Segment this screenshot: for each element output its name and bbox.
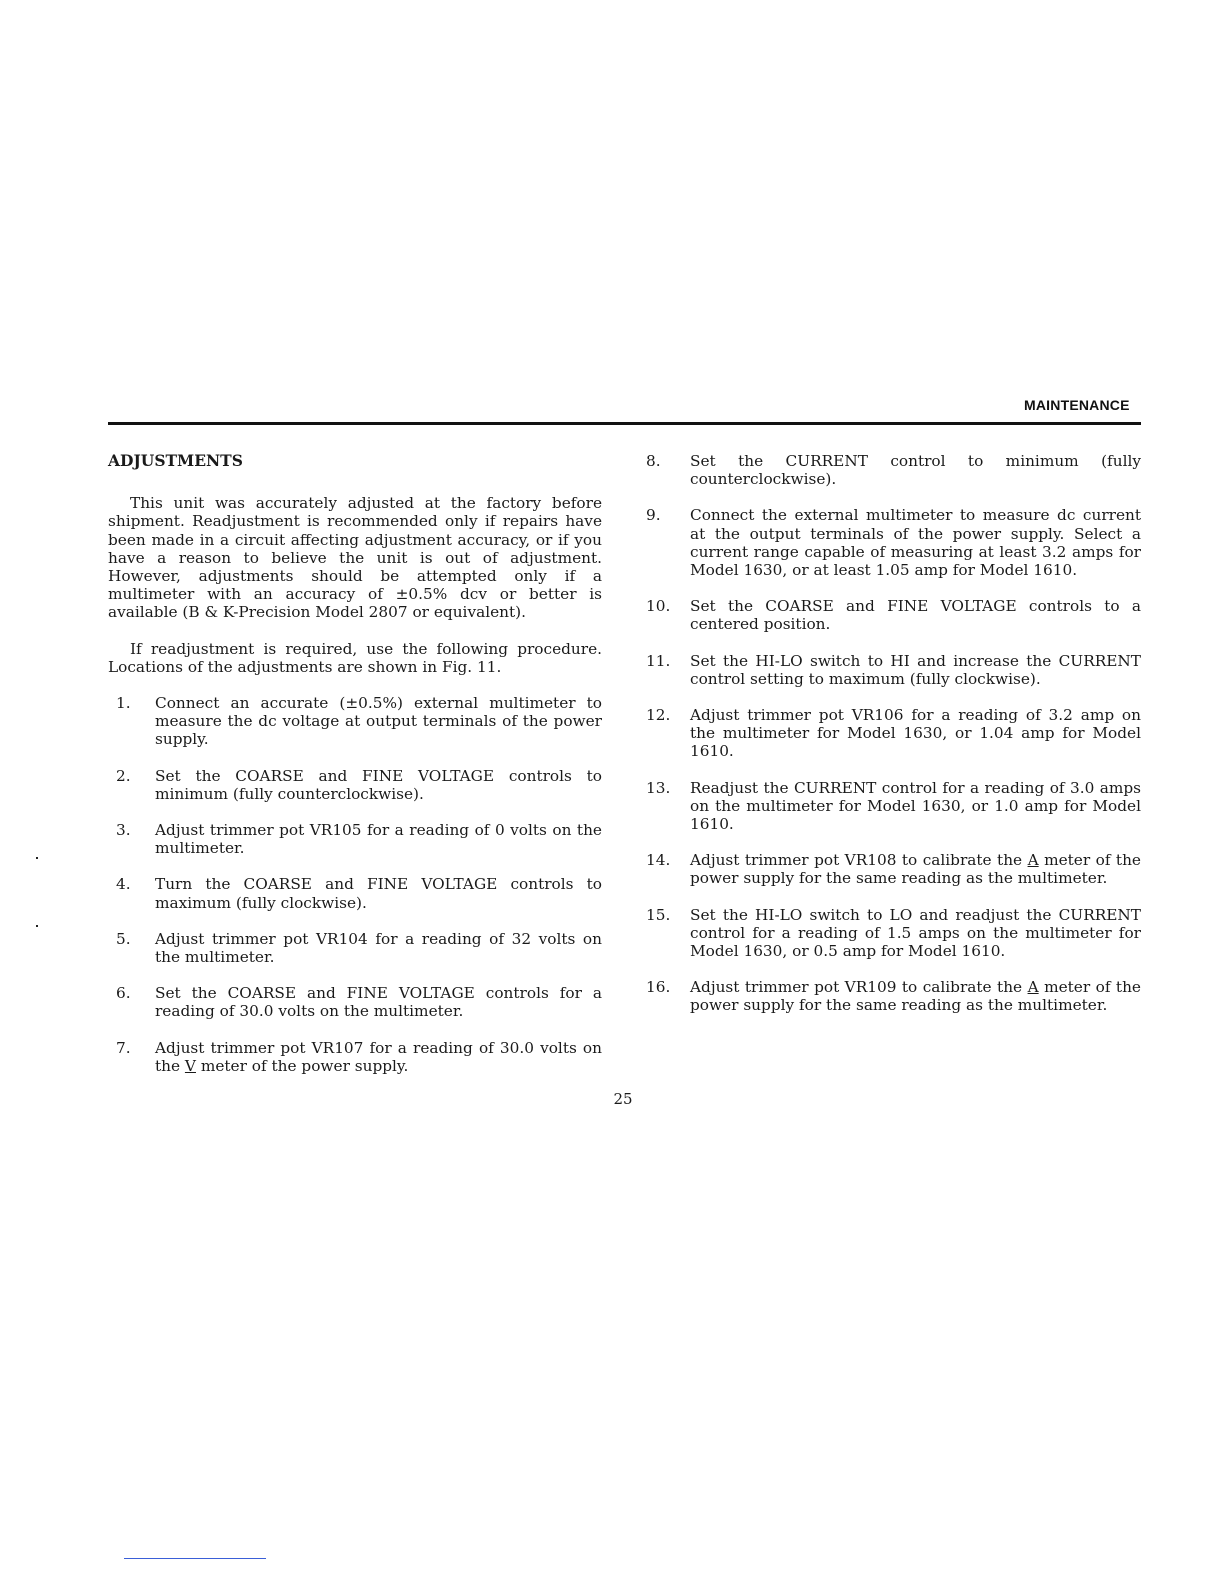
left-column bbox=[108, 452, 602, 1093]
step-text: Set the CURRENT control to minimum (fully counterclockwise). bbox=[690, 452, 1141, 489]
step-text-pre: Adjust trimmer pot VR108 to calibrate the bbox=[690, 851, 1028, 870]
step-number: 12. bbox=[646, 706, 671, 725]
step-text: Adjust trimmer pot VR106 for a reading of 3.2 amp on the multimeter for Model 1630, or 1.04 amp for Model 1610. bbox=[690, 706, 1141, 761]
step-10 bbox=[643, 597, 1141, 633]
step-text: Set the HI-LO switch to LO and readjust the CURRENT control for a reading of 1.5 amps on the multimeter for Model 1630, or 0.5 amp for Model 1610. bbox=[690, 905, 1141, 961]
step-number: 8. bbox=[646, 452, 661, 470]
step-text: Set the HI-LO switch to HI and increase the CURRENT control setting to maximum (fully clockwise). bbox=[690, 651, 1141, 688]
scan-artifact bbox=[36, 857, 38, 859]
step-text: Set the COARSE and FINE VOLTAGE controls for a reading of 30.0 volts on the multimeter. bbox=[155, 984, 602, 1021]
step-text: Set the COARSE and FINE VOLTAGE controls to minimum (fully counterclockwise). bbox=[155, 766, 602, 803]
section-heading: ADJUSTMENTS bbox=[108, 451, 243, 470]
step-text bbox=[155, 1039, 602, 1075]
step-text: Set the COARSE and FINE VOLTAGE controls to a centered position. bbox=[690, 597, 1141, 634]
step-text: Adjust trimmer pot VR105 for a reading of 0 volts on the multimeter. bbox=[155, 821, 602, 858]
meter-symbol-a: A bbox=[1027, 851, 1039, 870]
step-5 bbox=[108, 930, 602, 966]
step-14 bbox=[643, 851, 1141, 887]
step-number: 3. bbox=[116, 821, 131, 840]
step-text: Readjust the CURRENT control for a reading of 3.0 amps on the multimeter for Model 1630, or 1.0 amp for Model 1610. bbox=[690, 778, 1141, 834]
step-12 bbox=[643, 706, 1141, 761]
step-text: Turn the COARSE and FINE VOLTAGE controls to maximum (fully clockwise). bbox=[155, 875, 602, 912]
step-11 bbox=[643, 652, 1141, 688]
intro-paragraph: This unit was accurately adjusted at the factory before shipment. Readjustment is recommended only if repairs have been made in a circuit affecting adjustment accuracy, or if you have a reason to believe the unit is out of adjustment. However, adjustments should be attempted only if a multimeter with an accuracy of ±0.5% dcv or better is available (B & K-Precision Model 2807 or equivalent). bbox=[108, 494, 602, 622]
step-8 bbox=[643, 452, 1141, 488]
step-number: 10. bbox=[646, 597, 671, 616]
step-number: 4. bbox=[116, 875, 131, 894]
meter-symbol-a: A bbox=[1027, 978, 1039, 997]
step-number: 13. bbox=[646, 778, 671, 797]
step-7 bbox=[108, 1039, 602, 1075]
step-number: 14. bbox=[646, 851, 671, 870]
meter-symbol-v: V bbox=[184, 1056, 196, 1075]
scan-artifact bbox=[36, 925, 38, 927]
step-text bbox=[690, 978, 1141, 1014]
step-6 bbox=[108, 984, 602, 1020]
header-rule bbox=[108, 422, 1141, 425]
step-4 bbox=[108, 875, 602, 911]
right-column bbox=[643, 452, 1141, 1033]
step-text-post: meter of the power supply for the same reading as the multimeter. bbox=[690, 851, 1141, 888]
step-number: 5. bbox=[116, 929, 131, 948]
step-9 bbox=[643, 506, 1141, 579]
step-number: 16. bbox=[646, 978, 671, 997]
step-text: Connect an accurate (±0.5%) external multimeter to measure the dc voltage at output terminals of the power supply. bbox=[155, 694, 602, 749]
step-15 bbox=[643, 906, 1141, 961]
step-text-post: meter of the power supply. bbox=[195, 1056, 409, 1075]
step-text-pre: Adjust trimmer pot VR109 to calibrate the bbox=[690, 978, 1028, 997]
step-2 bbox=[108, 767, 602, 803]
step-text: Connect the external multimeter to measure dc current at the output terminals of the power supply. Select a current range capable of measuring at least 3.2 amps for Model 1630, or at least 1.05 amp for Model 1610. bbox=[690, 506, 1141, 580]
step-16 bbox=[643, 978, 1141, 1014]
step-number: 1. bbox=[116, 694, 131, 713]
step-number: 6. bbox=[116, 984, 131, 1003]
step-text bbox=[690, 851, 1141, 887]
step-number: 7. bbox=[116, 1038, 131, 1057]
step-number: 15. bbox=[646, 905, 671, 924]
step-text-post: meter of the power supply for the same reading as the multimeter. bbox=[690, 978, 1141, 1015]
step-text-pre: Adjust trimmer pot VR107 for a reading of 30.0 volts on the bbox=[155, 1038, 602, 1075]
step-3 bbox=[108, 821, 602, 857]
step-text: Adjust trimmer pot VR104 for a reading of 32 volts on the multimeter. bbox=[155, 929, 602, 967]
page-number: 25 bbox=[613, 1090, 633, 1108]
step-number: 11. bbox=[646, 651, 671, 670]
step-number: 2. bbox=[116, 766, 131, 785]
step-13 bbox=[643, 779, 1141, 834]
step-number: 9. bbox=[646, 506, 661, 525]
procedure-paragraph: If readjustment is required, use the following procedure. Locations of the adjustments are shown in Fig. 11. bbox=[108, 639, 602, 676]
scan-edge-line bbox=[124, 1558, 266, 1559]
step-1 bbox=[108, 694, 602, 749]
section-header: MAINTENANCE bbox=[1024, 397, 1130, 413]
